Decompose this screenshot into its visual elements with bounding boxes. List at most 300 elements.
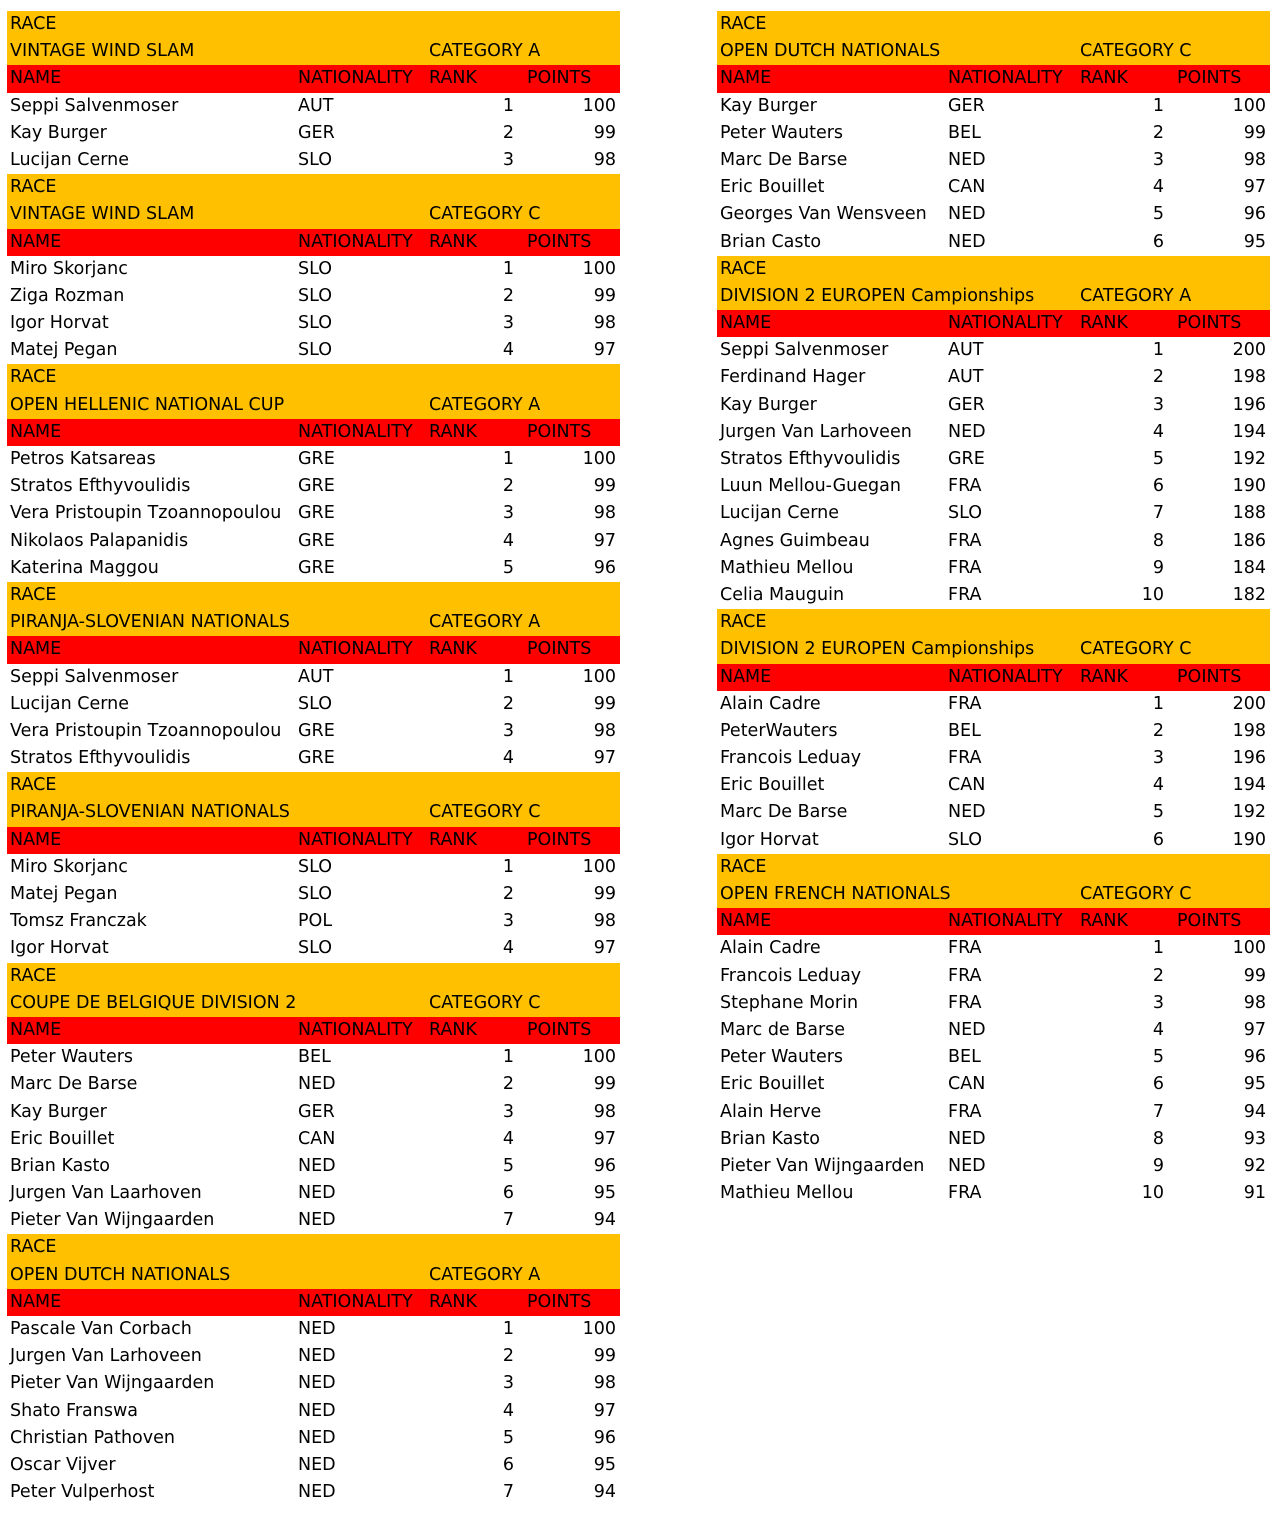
race-label: RACE [10,775,57,796]
nationality-header: NATIONALITY [298,829,413,850]
race-table [717,609,1270,854]
competitor-nationality: FRA [948,1183,982,1204]
competitor-nationality: GRE [298,530,335,551]
competitor-points: 100 [582,1319,616,1339]
competitor-points: 99 [593,1074,616,1095]
competitor-rank: 1 [1152,340,1164,361]
competitor-points: 95 [1243,1074,1266,1095]
table-row [717,528,1270,555]
competitor-nationality: SLO [298,884,333,904]
competitor-name: Marc De Barse [720,149,848,170]
competitor-points: 196 [1232,394,1266,415]
race-title: COUPE DE BELGIQUE DIVISION 2 [10,992,297,1013]
points-header: POINTS [1177,313,1242,334]
table-row [717,718,1270,745]
rank-header: RANK [429,68,477,89]
competitor-points: 100 [1232,95,1266,116]
competitor-points: 100 [582,258,616,279]
competitor-rank: 8 [1152,1128,1164,1149]
competitor-rank: 6 [1152,1074,1164,1095]
competitor-nationality: FRA [948,1101,982,1122]
competitor-name: Lucijan Cerne [720,503,839,524]
rank-header: RANK [1080,911,1128,932]
competitor-nationality: CAN [948,177,986,198]
table-row [717,229,1270,256]
race-title: DIVISION 2 EUROPEN Campionships [720,639,1035,660]
competitor-rank: 8 [1152,530,1164,551]
table-row [717,555,1270,582]
competitor-nationality: SLO [298,938,333,959]
competitor-points: 95 [593,1454,616,1475]
rank-header: RANK [429,421,477,442]
column-header-row [7,229,620,256]
competitor-rank: 1 [502,95,514,116]
points-header: POINTS [527,231,592,252]
table-row [717,799,1270,826]
competitor-points: 99 [1243,965,1266,986]
competitor-points: 194 [1232,421,1266,442]
competitor-points: 95 [593,1183,616,1204]
race-label-row [717,256,1270,283]
table-row [717,935,1270,962]
competitor-points: 96 [593,1155,616,1176]
race-title: OPEN DUTCH NATIONALS [720,41,941,62]
table-row [717,582,1270,609]
competitor-points: 100 [582,856,616,877]
competitor-points: 97 [593,1128,616,1149]
race-table [7,1234,620,1506]
table-row [717,1071,1270,1098]
competitor-rank: 1 [502,258,514,279]
name-header: NAME [720,666,772,687]
race-title: PIRANJA-SLOVENIAN NATIONALS [10,802,290,823]
competitor-points: 188 [1232,503,1266,524]
nationality-header: NATIONALITY [298,639,413,660]
competitor-rank: 1 [502,1047,514,1068]
table-row [717,392,1270,419]
competitor-name: Stephane Morin [720,992,859,1013]
column-header-row [717,664,1270,691]
competitor-nationality: FRA [948,530,982,551]
competitor-rank: 5 [1152,802,1164,823]
table-row [7,500,620,527]
points-header: POINTS [527,639,592,660]
points-header: POINTS [527,1291,592,1312]
competitor-nationality: SLO [948,503,983,524]
points-header: POINTS [1177,911,1242,932]
competitor-points: 97 [1243,177,1266,198]
race-title-row [717,38,1270,65]
competitor-points: 98 [593,503,616,524]
competitor-name: Seppi Salvenmoser [10,666,179,687]
competitor-rank: 3 [1152,992,1164,1013]
race-category: CATEGORY A [429,1264,541,1285]
competitor-rank: 1 [1152,95,1164,116]
competitor-rank: 5 [502,1427,514,1448]
competitor-nationality: GRE [298,720,335,741]
race-title-row [7,990,620,1017]
competitor-name: Marc De Barse [10,1074,138,1095]
table-row [7,283,620,310]
race-title: OPEN HELLENIC NATIONAL CUP [10,394,285,415]
competitor-nationality: SLO [298,693,333,714]
competitor-name: Brian Kasto [10,1155,111,1176]
competitor-name: Vera Pristoupin Tzoannopoulou [10,720,282,741]
competitor-points: 196 [1232,748,1266,769]
competitor-rank: 2 [502,693,514,714]
nationality-header: NATIONALITY [298,1019,413,1040]
table-row [717,990,1270,1017]
points-header: POINTS [527,421,592,442]
competitor-rank: 3 [502,911,514,932]
competitor-rank: 6 [502,1454,514,1475]
rank-header: RANK [1080,313,1128,334]
table-row [7,1126,620,1153]
competitor-name: Matej Pegan [10,340,118,361]
race-label-row [7,772,620,799]
competitor-nationality: NED [298,1183,336,1204]
competitor-nationality: NED [298,1400,336,1421]
competitor-nationality: NED [298,1155,336,1176]
competitor-points: 198 [1232,367,1266,388]
competitor-name: Igor Horvat [10,313,109,334]
competitor-points: 100 [1232,938,1266,959]
table-row [717,473,1270,500]
race-label-row [717,854,1270,881]
competitor-points: 98 [593,313,616,334]
competitor-points: 184 [1232,557,1266,578]
competitor-points: 99 [1243,122,1266,143]
competitor-name: Mathieu Mellou [720,557,854,578]
table-row [7,1099,620,1126]
competitor-rank: 5 [502,557,514,578]
table-row [7,310,620,337]
table-row [717,745,1270,772]
competitor-nationality: NED [298,1346,336,1367]
competitor-name: Alain Cadre [720,693,821,714]
competitor-name: Miro Skorjanc [10,856,128,877]
competitor-points: 96 [1243,204,1266,225]
race-table [7,174,620,364]
competitor-points: 99 [593,884,616,904]
column-header-row [717,65,1270,92]
race-category: CATEGORY C [429,992,541,1013]
rank-header: RANK [429,231,477,252]
table-row [717,963,1270,990]
table-row [7,256,620,283]
race-title: DIVISION 2 EUROPEN Campionships [720,285,1035,306]
name-header: NAME [10,639,62,660]
competitor-name: Kay Burger [10,122,107,143]
competitor-nationality: NED [948,149,986,170]
competitor-name: Agnes Guimbeau [720,530,870,551]
race-title-row [7,392,620,419]
competitor-rank: 7 [1152,1101,1164,1122]
competitor-name: Jurgen Van Larhoveen [10,1346,202,1367]
competitor-name: Katerina Maggou [10,557,159,578]
name-header: NAME [10,68,62,89]
competitor-rank: 9 [1152,1155,1164,1176]
column-header-row [7,1289,620,1316]
name-header: NAME [10,421,62,442]
table-row [717,147,1270,174]
table-row [7,935,620,962]
table-row [717,174,1270,201]
competitor-points: 98 [593,1373,616,1394]
competitor-rank: 4 [502,340,514,361]
competitor-points: 98 [593,149,616,170]
competitor-points: 98 [1243,149,1266,170]
competitor-nationality: GER [948,95,985,116]
competitor-rank: 4 [1152,177,1164,198]
race-label-row [7,1234,620,1261]
race-table [717,11,1270,256]
competitor-name: Francois Leduay [720,748,862,769]
race-table [7,772,620,962]
points-header: POINTS [527,829,592,850]
column-header-row [7,636,620,663]
competitor-rank: 1 [1152,938,1164,959]
competitor-points: 182 [1232,584,1266,605]
table-row [717,1180,1270,1207]
competitor-nationality: CAN [298,1128,336,1149]
table-row [7,1153,620,1180]
race-category: CATEGORY C [429,802,541,823]
table-row [7,120,620,147]
competitor-points: 98 [593,911,616,932]
race-label-row [7,963,620,990]
competitor-rank: 4 [502,1400,514,1421]
competitor-rank: 3 [502,1101,514,1122]
competitor-name: Pieter Van Wijngaarden [10,1210,215,1231]
competitor-rank: 2 [502,884,514,904]
competitor-nationality: NED [948,802,986,823]
name-header: NAME [720,911,772,932]
race-title: OPEN DUTCH NATIONALS [10,1264,231,1285]
table-row [7,528,620,555]
race-table [7,11,620,174]
column-header-row [717,908,1270,935]
name-header: NAME [720,313,772,334]
competitor-name: Shato Franswa [10,1400,139,1421]
column-header-row [7,1017,620,1044]
competitor-name: Seppi Salvenmoser [10,95,179,116]
competitor-points: 97 [593,340,616,361]
competitor-name: Brian Kasto [720,1128,821,1149]
table-row [7,147,620,174]
table-row [7,555,620,582]
competitor-name: Brian Casto [720,231,822,252]
race-title: OPEN FRENCH NATIONALS [720,884,951,904]
rank-header: RANK [429,639,477,660]
competitor-name: Stratos Efthyvoulidis [720,449,901,469]
competitor-rank: 3 [502,503,514,524]
race-label: RACE [720,856,767,877]
competitor-points: 97 [593,938,616,959]
competitor-rank: 6 [1152,829,1164,850]
competitor-name: Pieter Van Wijngaarden [720,1155,925,1176]
nationality-header: NATIONALITY [298,231,413,252]
competitor-nationality: NED [298,1319,336,1339]
table-row [7,1452,620,1479]
competitor-rank: 3 [1152,149,1164,170]
table-row [717,201,1270,228]
competitor-name: Marc De Barse [720,802,848,823]
competitor-nationality: AUT [948,340,984,361]
name-header: NAME [720,68,772,89]
competitor-points: 192 [1232,449,1266,469]
right-results-column [717,11,1270,1207]
competitor-nationality: FRA [948,992,982,1013]
competitor-rank: 5 [502,1155,514,1176]
points-header: POINTS [527,1019,592,1040]
competitor-rank: 4 [502,1128,514,1149]
competitor-nationality: NED [298,1454,336,1475]
table-row [717,1099,1270,1126]
competitor-rank: 3 [1152,748,1164,769]
competitor-rank: 5 [1152,1047,1164,1068]
competitor-nationality: GER [298,122,335,143]
competitor-name: Pascale Van Corbach [10,1319,192,1339]
race-category: CATEGORY A [429,612,541,633]
table-row [717,500,1270,527]
table-row [7,691,620,718]
competitor-name: Igor Horvat [10,938,109,959]
competitor-rank: 7 [502,1210,514,1231]
table-row [717,120,1270,147]
competitor-name: Nikolaos Palapanidis [10,530,189,551]
race-title-row [7,609,620,636]
competitor-nationality: FRA [948,748,982,769]
race-category: CATEGORY C [1080,41,1192,62]
competitor-nationality: SLO [298,340,333,361]
competitor-name: Jurgen Van Laarhoven [10,1183,202,1204]
competitor-nationality: GRE [948,449,985,469]
competitor-rank: 4 [502,530,514,551]
competitor-points: 97 [593,748,616,769]
competitor-nationality: NED [948,204,986,225]
competitor-rank: 9 [1152,557,1164,578]
nationality-header: NATIONALITY [948,911,1063,932]
competitor-nationality: GRE [298,476,335,497]
competitor-points: 99 [593,122,616,143]
competitor-rank: 3 [502,720,514,741]
competitor-name: Igor Horvat [720,829,819,850]
competitor-nationality: SLO [948,829,983,850]
competitor-points: 96 [1243,1047,1266,1068]
table-row [7,1425,620,1452]
competitor-nationality: GRE [298,748,335,769]
race-label-row [717,609,1270,636]
competitor-nationality: NED [948,231,986,252]
points-header: POINTS [1177,68,1242,89]
rank-header: RANK [429,829,477,850]
race-label-row [7,364,620,391]
competitor-name: Peter Wauters [10,1047,134,1068]
race-category: CATEGORY C [1080,884,1192,904]
competitor-rank: 2 [1152,122,1164,143]
competitor-rank: 2 [502,1074,514,1095]
competitor-nationality: NED [298,1074,336,1095]
competitor-rank: 2 [502,476,514,497]
left-results-column [7,11,620,1506]
table-row [7,473,620,500]
competitor-points: 97 [1243,1019,1266,1040]
table-row [7,1479,620,1506]
rank-header: RANK [429,1019,477,1040]
competitor-nationality: SLO [298,313,333,334]
race-table [717,854,1270,1207]
race-label: RACE [10,584,57,605]
competitor-name: Georges Van Wensveen [720,204,927,225]
table-row [717,337,1270,364]
race-category: CATEGORY C [429,204,541,225]
competitor-nationality: FRA [948,693,982,714]
competitor-nationality: FRA [948,557,982,578]
nationality-header: NATIONALITY [948,68,1063,89]
competitor-name: Luun Mellou-Guegan [720,476,901,497]
competitor-rank: 4 [1152,775,1164,796]
nationality-header: NATIONALITY [948,313,1063,334]
competitor-points: 192 [1232,802,1266,823]
competitor-name: Kay Burger [720,394,817,415]
competitor-nationality: NED [948,1019,986,1040]
competitor-rank: 1 [502,1319,514,1339]
competitor-points: 97 [593,530,616,551]
table-row [7,1316,620,1343]
competitor-points: 186 [1232,530,1266,551]
competitor-name: Matej Pegan [10,884,118,904]
column-header-row [7,827,620,854]
competitor-name: Stratos Efthyvoulidis [10,476,191,497]
competitor-name: Peter Wauters [720,122,844,143]
competitor-name: Seppi Salvenmoser [720,340,889,361]
nationality-header: NATIONALITY [298,421,413,442]
race-table [717,256,1270,609]
competitor-nationality: POL [298,911,333,932]
competitor-rank: 2 [1152,965,1164,986]
competitor-nationality: SLO [298,258,333,279]
competitor-points: 98 [593,720,616,741]
race-label: RACE [10,965,57,986]
race-label: RACE [720,14,767,34]
competitor-points: 200 [1232,340,1266,361]
table-row [7,1207,620,1234]
competitor-points: 194 [1232,775,1266,796]
competitor-points: 100 [582,1047,616,1068]
competitor-points: 190 [1232,476,1266,497]
nationality-header: NATIONALITY [948,666,1063,687]
nationality-header: NATIONALITY [298,1291,413,1312]
table-row [7,1370,620,1397]
competitor-rank: 1 [502,449,514,469]
race-title-row [7,201,620,228]
competitor-nationality: GER [298,1101,335,1122]
competitor-rank: 2 [502,1346,514,1367]
competitor-points: 94 [1243,1101,1266,1122]
name-header: NAME [10,231,62,252]
competitor-points: 92 [1243,1155,1266,1176]
table-row [717,93,1270,120]
competitor-nationality: NED [948,1128,986,1149]
competitor-points: 100 [582,449,616,469]
race-title-row [7,1262,620,1289]
table-row [717,772,1270,799]
competitor-points: 93 [1243,1128,1266,1149]
race-table [7,963,620,1235]
column-header-row [7,419,620,446]
competitor-name: Eric Bouillet [720,1074,825,1095]
